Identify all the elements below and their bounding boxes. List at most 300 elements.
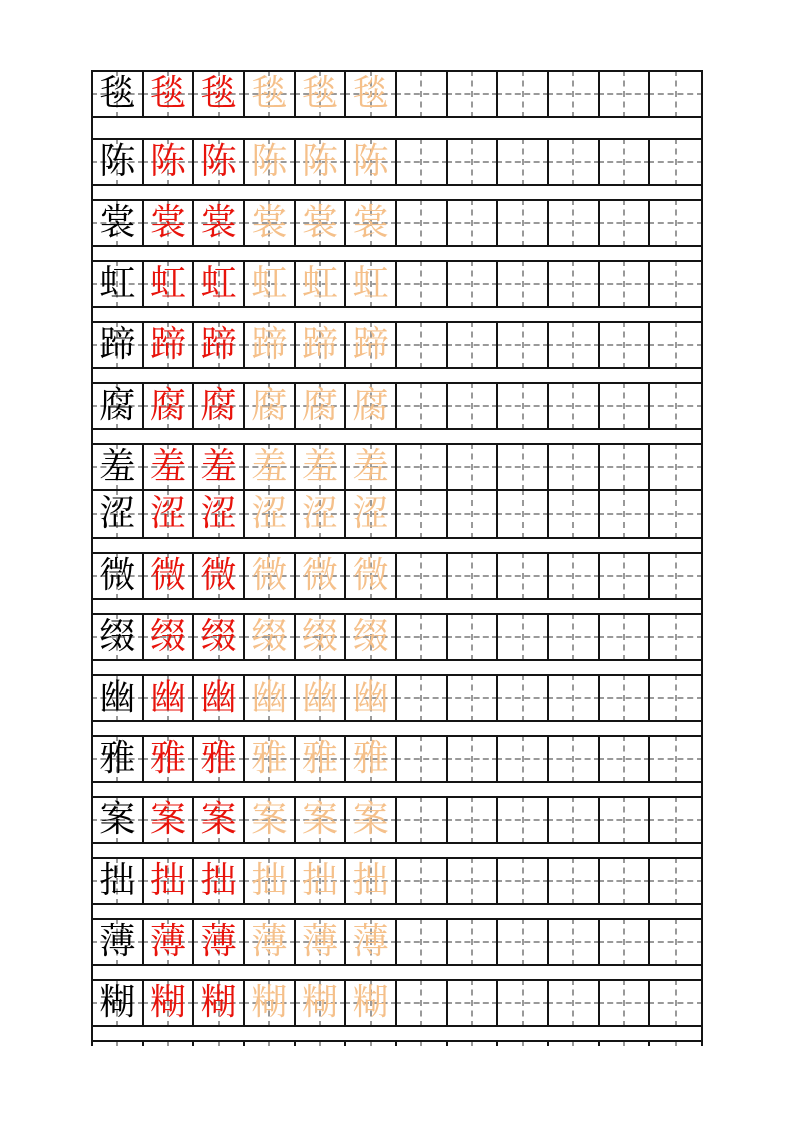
horizontal-guide-dash (397, 466, 448, 468)
horizontal-guide-dash (650, 93, 701, 95)
practice-row (93, 382, 701, 430)
row-spacer (93, 966, 701, 979)
practice-row (93, 796, 701, 844)
vertical-guide-dash (675, 981, 677, 1025)
vertical-guide-dash (623, 554, 625, 598)
empty-practice-cell (498, 491, 549, 537)
horizontal-guide-dash (397, 575, 448, 577)
red-practice-character: 糊 (200, 982, 237, 1023)
horizontal-guide-dash (448, 161, 499, 163)
model-char-cell (93, 491, 144, 537)
empty-practice-cell (448, 554, 499, 598)
vertical-guide-dash (522, 201, 524, 245)
row-spacer (93, 600, 701, 613)
horizontal-guide-dash (600, 819, 651, 821)
row-spacer (93, 661, 701, 674)
trace-character: 案 (352, 799, 389, 840)
model-character: 雅 (99, 738, 136, 779)
trace-char-cell (296, 798, 347, 842)
trace-character: 腐 (301, 385, 338, 426)
red-practice-character: 羞 (200, 446, 237, 487)
vertical-guide-dash (522, 920, 524, 964)
red-practice-char-cell (144, 445, 195, 489)
red-practice-character: 蹄 (200, 324, 237, 365)
horizontal-guide-dash (498, 819, 549, 821)
empty-practice-cell (397, 798, 448, 842)
trace-character: 糊 (352, 982, 389, 1023)
horizontal-guide-dash (397, 819, 448, 821)
empty-practice-cell (549, 859, 600, 903)
empty-practice-cell (346, 1042, 397, 1046)
horizontal-guide-dash (397, 758, 448, 760)
row-spacer (93, 722, 701, 735)
trace-character: 裳 (301, 202, 338, 243)
vertical-guide-dash (420, 737, 422, 781)
horizontal-guide-dash (600, 283, 651, 285)
vertical-guide-dash (471, 72, 473, 116)
vertical-guide-dash (572, 262, 574, 306)
trace-character: 拙 (301, 860, 338, 901)
red-practice-character: 拙 (149, 860, 186, 901)
vertical-guide-dash (572, 140, 574, 184)
empty-practice-cell (549, 676, 600, 720)
vertical-guide-dash (572, 676, 574, 720)
empty-practice-cell (397, 323, 448, 367)
vertical-guide-dash (471, 920, 473, 964)
trace-character: 雅 (352, 738, 389, 779)
horizontal-guide-dash (650, 697, 701, 699)
empty-practice-cell (397, 615, 448, 659)
horizontal-guide-dash (549, 880, 600, 882)
vertical-guide-dash (572, 981, 574, 1025)
empty-practice-cell (650, 859, 701, 903)
red-practice-char-cell (144, 798, 195, 842)
horizontal-guide-dash (498, 283, 549, 285)
empty-practice-cell (448, 981, 499, 1025)
practice-row (93, 918, 701, 966)
vertical-guide-dash (522, 445, 524, 489)
model-char-cell (93, 201, 144, 245)
horizontal-guide-dash (498, 758, 549, 760)
empty-practice-cell (448, 491, 499, 537)
vertical-guide-dash (675, 384, 677, 428)
vertical-guide-dash (420, 445, 422, 489)
horizontal-guide-dash (397, 1002, 448, 1004)
trace-char-cell (245, 445, 296, 489)
red-practice-char-cell (144, 491, 195, 537)
empty-practice-cell (600, 859, 651, 903)
red-practice-char-cell (194, 737, 245, 781)
trace-character: 虹 (352, 263, 389, 304)
empty-practice-cell (549, 323, 600, 367)
vertical-guide-dash (420, 981, 422, 1025)
horizontal-guide-dash (498, 575, 549, 577)
empty-practice-cell (397, 201, 448, 245)
empty-practice-cell (600, 384, 651, 428)
empty-practice-cell (498, 445, 549, 489)
horizontal-guide-dash (448, 697, 499, 699)
trace-character: 虹 (251, 263, 288, 304)
trace-char-cell (245, 323, 296, 367)
vertical-guide-dash (522, 384, 524, 428)
red-practice-character: 腐 (200, 385, 237, 426)
red-practice-character: 幽 (149, 677, 186, 718)
vertical-guide-dash (319, 1042, 321, 1046)
practice-row (93, 491, 701, 539)
red-practice-character: 案 (149, 799, 186, 840)
red-practice-character: 微 (200, 555, 237, 596)
empty-practice-cell (650, 920, 701, 964)
empty-practice-cell (650, 491, 701, 537)
horizontal-guide-dash (448, 283, 499, 285)
horizontal-guide-dash (600, 161, 651, 163)
red-practice-character: 薄 (149, 921, 186, 962)
vertical-guide-dash (471, 981, 473, 1025)
horizontal-guide-dash (600, 1002, 651, 1004)
red-practice-character: 腐 (149, 385, 186, 426)
vertical-guide-dash (471, 491, 473, 537)
horizontal-guide-dash (397, 161, 448, 163)
horizontal-guide-dash (448, 93, 499, 95)
red-practice-character: 涩 (149, 493, 186, 534)
empty-practice-cell (397, 981, 448, 1025)
empty-practice-cell (498, 981, 549, 1025)
empty-practice-cell (448, 445, 499, 489)
vertical-guide-dash (370, 1042, 372, 1046)
vertical-guide-dash (471, 201, 473, 245)
row-spacer (93, 1027, 701, 1040)
horizontal-guide-dash (650, 222, 701, 224)
red-practice-char-cell (144, 859, 195, 903)
horizontal-guide-dash (650, 161, 701, 163)
trace-character: 微 (251, 555, 288, 596)
vertical-guide-dash (572, 491, 574, 537)
trace-char-cell (346, 384, 397, 428)
model-character: 腐 (99, 385, 136, 426)
row-spacer (93, 430, 701, 443)
red-practice-char-cell (194, 981, 245, 1025)
trace-character: 虹 (301, 263, 338, 304)
trace-char-cell (296, 491, 347, 537)
vertical-guide-dash (675, 615, 677, 659)
trace-character: 毯 (301, 73, 338, 114)
horizontal-guide-dash (397, 513, 448, 515)
practice-row (93, 735, 701, 783)
trace-character: 薄 (301, 921, 338, 962)
vertical-guide-dash (522, 737, 524, 781)
empty-practice-cell (144, 1042, 195, 1046)
trace-char-cell (296, 384, 347, 428)
vertical-guide-dash (623, 72, 625, 116)
red-practice-character: 虹 (200, 263, 237, 304)
trace-character: 裳 (352, 202, 389, 243)
empty-practice-cell (448, 72, 499, 116)
clipped-partial-row (93, 1040, 701, 1046)
red-practice-char-cell (194, 445, 245, 489)
red-practice-character: 缀 (200, 616, 237, 657)
horizontal-guide-dash (448, 466, 499, 468)
trace-character: 涩 (251, 493, 288, 534)
vertical-guide-dash (623, 615, 625, 659)
trace-char-cell (296, 140, 347, 184)
horizontal-guide-dash (600, 758, 651, 760)
empty-practice-cell (448, 859, 499, 903)
horizontal-guide-dash (549, 941, 600, 943)
model-character: 涩 (99, 493, 136, 534)
empty-practice-cell (600, 323, 651, 367)
horizontal-guide-dash (498, 93, 549, 95)
model-character: 拙 (99, 860, 136, 901)
empty-practice-cell (498, 737, 549, 781)
vertical-guide-dash (522, 859, 524, 903)
empty-practice-cell (549, 554, 600, 598)
horizontal-guide-dash (448, 636, 499, 638)
practice-row (93, 979, 701, 1027)
red-practice-character: 薄 (200, 921, 237, 962)
red-practice-character: 裳 (200, 202, 237, 243)
trace-char-cell (346, 920, 397, 964)
vertical-guide-dash (420, 140, 422, 184)
model-character: 蹄 (99, 324, 136, 365)
trace-char-cell (346, 72, 397, 116)
practice-row (93, 443, 701, 491)
model-character: 毯 (99, 73, 136, 114)
empty-practice-cell (600, 554, 651, 598)
vertical-guide-dash (420, 859, 422, 903)
trace-character: 羞 (251, 446, 288, 487)
horizontal-guide-dash (498, 697, 549, 699)
empty-practice-cell (397, 920, 448, 964)
trace-char-cell (245, 859, 296, 903)
trace-char-cell (245, 262, 296, 306)
horizontal-guide-dash (549, 758, 600, 760)
vertical-guide-dash (572, 445, 574, 489)
trace-character: 陈 (251, 141, 288, 182)
trace-character: 缀 (352, 616, 389, 657)
horizontal-guide-dash (549, 819, 600, 821)
empty-practice-cell (549, 140, 600, 184)
model-char-cell (93, 981, 144, 1025)
horizontal-guide-dash (397, 93, 448, 95)
vertical-guide-dash (471, 384, 473, 428)
horizontal-guide-dash (600, 93, 651, 95)
vertical-guide-dash (420, 201, 422, 245)
trace-char-cell (245, 737, 296, 781)
red-practice-char-cell (194, 798, 245, 842)
horizontal-guide-dash (397, 636, 448, 638)
horizontal-guide-dash (600, 222, 651, 224)
empty-practice-cell (245, 1042, 296, 1046)
trace-char-cell (346, 615, 397, 659)
trace-character: 蹄 (251, 324, 288, 365)
empty-practice-cell (650, 384, 701, 428)
vertical-guide-dash (623, 491, 625, 537)
row-spacer (93, 118, 701, 138)
model-character: 幽 (99, 677, 136, 718)
empty-practice-cell (600, 615, 651, 659)
practice-row (93, 857, 701, 905)
vertical-guide-dash (471, 1042, 473, 1046)
row-spacer (93, 844, 701, 857)
trace-character: 微 (301, 555, 338, 596)
horizontal-guide-dash (397, 697, 448, 699)
horizontal-guide-dash (397, 283, 448, 285)
vertical-guide-dash (420, 262, 422, 306)
empty-practice-cell (397, 859, 448, 903)
vertical-guide-dash (623, 676, 625, 720)
trace-character: 毯 (251, 73, 288, 114)
trace-char-cell (296, 859, 347, 903)
row-spacer (93, 308, 701, 321)
red-practice-char-cell (144, 554, 195, 598)
empty-practice-cell (194, 1042, 245, 1046)
vertical-guide-dash (471, 798, 473, 842)
empty-practice-cell (498, 140, 549, 184)
horizontal-guide-dash (549, 283, 600, 285)
red-practice-character: 陈 (149, 141, 186, 182)
trace-character: 薄 (251, 921, 288, 962)
red-practice-char-cell (194, 920, 245, 964)
trace-character: 蹄 (352, 324, 389, 365)
empty-practice-cell (498, 798, 549, 842)
empty-practice-cell (650, 201, 701, 245)
trace-char-cell (245, 981, 296, 1025)
trace-character: 幽 (251, 677, 288, 718)
empty-practice-cell (498, 920, 549, 964)
trace-char-cell (346, 445, 397, 489)
trace-char-cell (296, 201, 347, 245)
trace-character: 羞 (352, 446, 389, 487)
horizontal-guide-dash (549, 697, 600, 699)
row-spacer (93, 247, 701, 260)
vertical-guide-dash (675, 262, 677, 306)
empty-practice-cell (650, 72, 701, 116)
trace-char-cell (245, 384, 296, 428)
vertical-guide-dash (218, 1042, 220, 1046)
empty-practice-cell (397, 676, 448, 720)
red-practice-char-cell (194, 615, 245, 659)
empty-practice-cell (549, 615, 600, 659)
empty-practice-cell (498, 1042, 549, 1046)
red-practice-character: 陈 (200, 141, 237, 182)
red-practice-char-cell (194, 72, 245, 116)
vertical-guide-dash (522, 323, 524, 367)
horizontal-guide-dash (448, 819, 499, 821)
horizontal-guide-dash (549, 466, 600, 468)
empty-practice-cell (549, 981, 600, 1025)
vertical-guide-dash (522, 72, 524, 116)
vertical-guide-dash (522, 676, 524, 720)
empty-practice-cell (650, 737, 701, 781)
vertical-guide-dash (572, 72, 574, 116)
model-char-cell (93, 262, 144, 306)
vertical-guide-dash (675, 140, 677, 184)
empty-practice-cell (498, 554, 549, 598)
horizontal-guide-dash (549, 636, 600, 638)
empty-practice-cell (549, 798, 600, 842)
red-practice-char-cell (194, 676, 245, 720)
empty-practice-cell (600, 798, 651, 842)
horizontal-guide-dash (600, 466, 651, 468)
horizontal-guide-dash (650, 941, 701, 943)
trace-char-cell (346, 140, 397, 184)
horizontal-guide-dash (600, 941, 651, 943)
horizontal-guide-dash (498, 941, 549, 943)
empty-practice-cell (296, 1042, 347, 1046)
vertical-guide-dash (471, 859, 473, 903)
horizontal-guide-dash (448, 1002, 499, 1004)
red-practice-character: 微 (149, 555, 186, 596)
red-practice-char-cell (144, 676, 195, 720)
trace-character: 毯 (352, 73, 389, 114)
vertical-guide-dash (471, 676, 473, 720)
red-practice-char-cell (194, 554, 245, 598)
empty-practice-cell (600, 737, 651, 781)
trace-character: 拙 (352, 860, 389, 901)
horizontal-guide-dash (498, 344, 549, 346)
vertical-guide-dash (623, 798, 625, 842)
vertical-guide-dash (167, 1042, 169, 1046)
vertical-guide-dash (623, 384, 625, 428)
empty-practice-cell (600, 140, 651, 184)
red-practice-char-cell (144, 201, 195, 245)
horizontal-guide-dash (650, 819, 701, 821)
empty-practice-cell (498, 676, 549, 720)
vertical-guide-dash (675, 323, 677, 367)
vertical-guide-dash (420, 920, 422, 964)
horizontal-guide-dash (448, 513, 499, 515)
trace-char-cell (296, 445, 347, 489)
model-character: 虹 (99, 263, 136, 304)
red-practice-character: 毯 (200, 73, 237, 114)
trace-char-cell (296, 323, 347, 367)
vertical-guide-dash (572, 201, 574, 245)
trace-char-cell (245, 676, 296, 720)
empty-practice-cell (600, 262, 651, 306)
empty-practice-cell (549, 384, 600, 428)
horizontal-guide-dash (498, 405, 549, 407)
model-char-cell (93, 384, 144, 428)
vertical-guide-dash (522, 554, 524, 598)
trace-char-cell (346, 323, 397, 367)
trace-character: 雅 (301, 738, 338, 779)
trace-char-cell (346, 201, 397, 245)
horizontal-guide-dash (650, 466, 701, 468)
empty-practice-cell (448, 615, 499, 659)
vertical-guide-dash (522, 262, 524, 306)
red-practice-char-cell (194, 491, 245, 537)
empty-practice-cell (549, 737, 600, 781)
horizontal-guide-dash (650, 1002, 701, 1004)
vertical-guide-dash (572, 920, 574, 964)
empty-practice-cell (600, 491, 651, 537)
empty-practice-cell (397, 262, 448, 306)
model-char-cell (93, 323, 144, 367)
horizontal-guide-dash (600, 513, 651, 515)
vertical-guide-dash (471, 554, 473, 598)
vertical-guide-dash (623, 262, 625, 306)
horizontal-guide-dash (397, 344, 448, 346)
vertical-guide-dash (522, 615, 524, 659)
empty-practice-cell (650, 554, 701, 598)
empty-practice-cell (549, 445, 600, 489)
empty-practice-cell (448, 676, 499, 720)
horizontal-guide-dash (498, 161, 549, 163)
trace-character: 缀 (301, 616, 338, 657)
red-practice-char-cell (144, 920, 195, 964)
red-practice-character: 涩 (200, 493, 237, 534)
red-practice-character: 毯 (149, 73, 186, 114)
